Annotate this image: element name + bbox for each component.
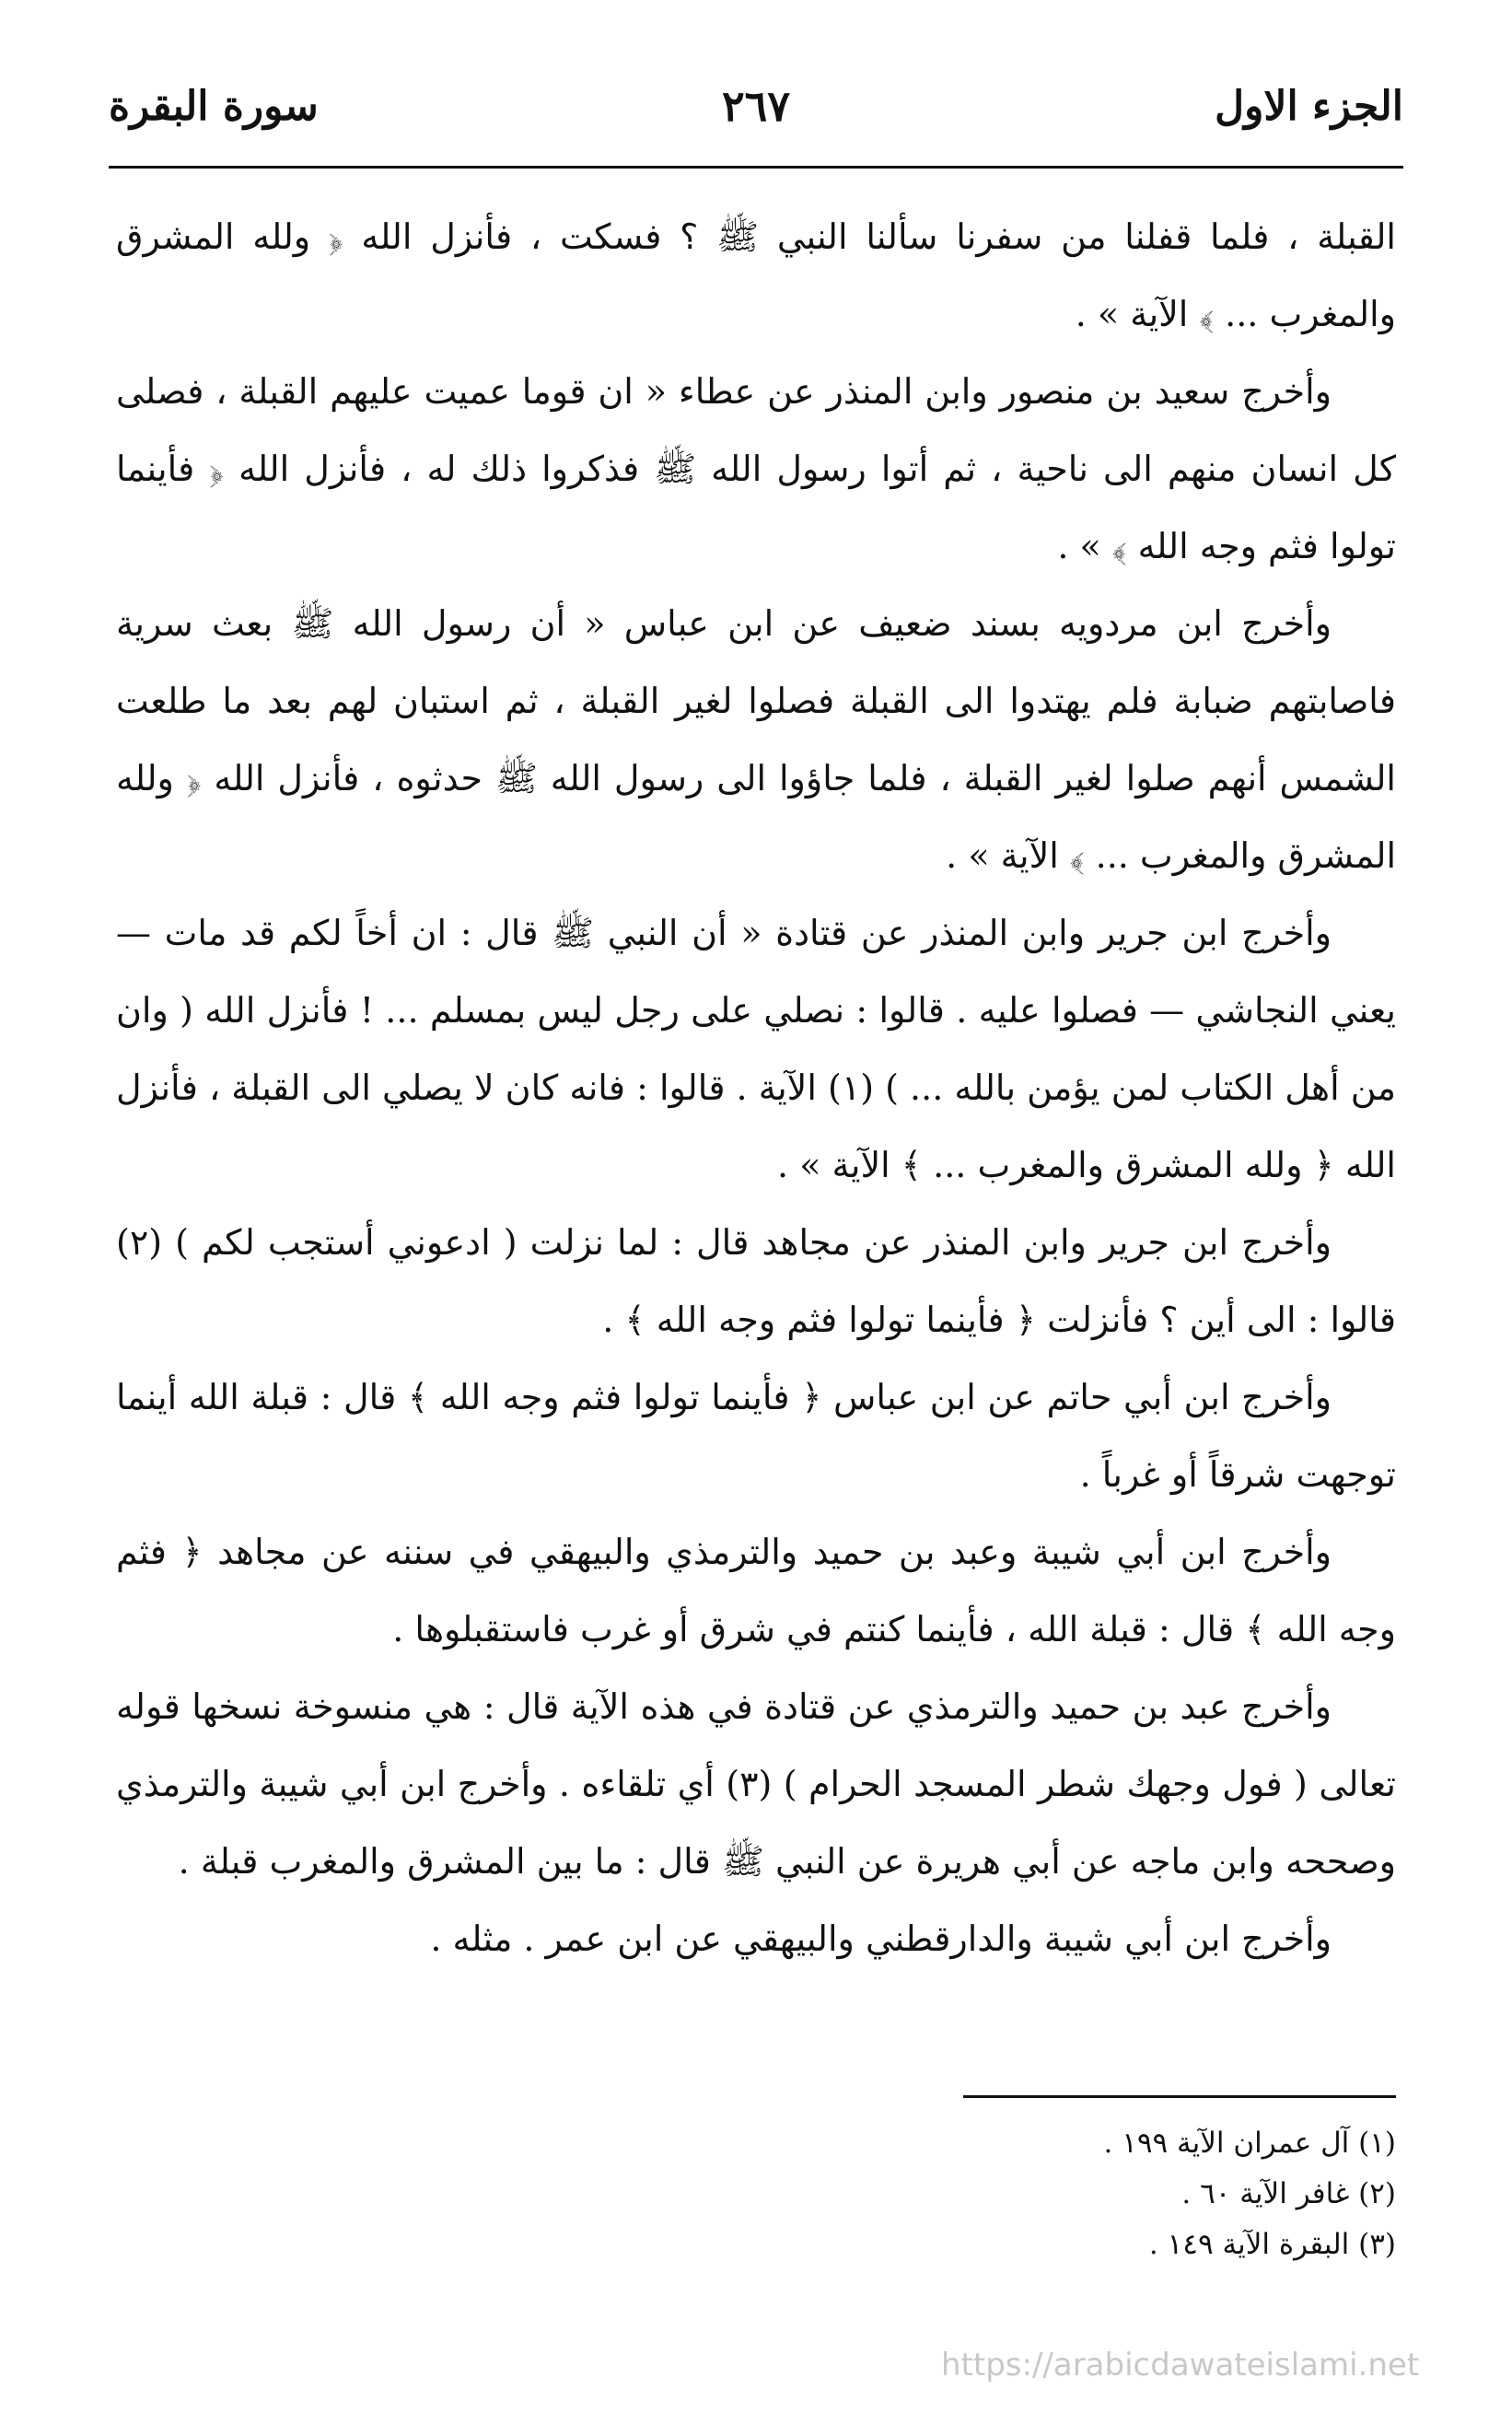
paragraph: وأخرج ابن أبي شيبة وعبد بن حميد والترمذي والبيهقي في سننه عن مجاهد ﴿ فثم وجه الله ﴾ قال : قبلة الله ، فأينما كنتم في شرق أو غرب فاستقبلوها .: [116, 1532, 1396, 1649]
paragraph: وأخرج ابن جرير وابن المنذر عن مجاهد قال : لما نزلت ( ادعوني أستجب لكم ) (٢) قالوا : الى أين ؟ فأنزلت ﴿ فأينما تولوا فثم وجه الله ﴾ .: [116, 1222, 1396, 1340]
paragraph: وأخرج ابن أبي حاتم عن ابن عباس ﴿ فأينما تولوا فثم وجه الله ﴾ قال : قبلة الله أينما توجهت شرقاً أو غرباً .: [116, 1377, 1396, 1495]
page-header: [109, 64, 1403, 147]
watermark-url: https://arabicdawateislami.net: [941, 2347, 1420, 2384]
footnotes: [116, 2118, 1396, 2270]
paragraph: وأخرج سعيد بن منصور وابن المنذر عن عطاء « ان قوما عميت عليهم القبلة ، فصلى كل انسان منهم الى ناحية ، ثم أتوا رسول الله ﷺ فذكروا ذلك له ، فأنزل الله ﴿ فأينما تولوا فثم وجه الله ﴾ » .: [116, 371, 1396, 566]
footnote: (١) آل عمران الآية ١٩٩ .: [1103, 2127, 1396, 2160]
surah-title: سورة البقرة: [109, 83, 319, 130]
paragraph: القبلة ، فلما قفلنا من سفرنا سألنا النبي ﷺ ؟ فسكت ، فأنزل الله ﴿ ولله المشرق والمغرب ... ﴾ الآية » .: [116, 216, 1396, 334]
footnote: (٣) البقرة الآية ١٤٩ .: [1148, 2228, 1396, 2261]
volume-label: الجزء الاول: [1215, 83, 1403, 130]
page-body: [116, 198, 1396, 1977]
footnote: (٢) غافر الآية ٦٠ .: [1181, 2177, 1396, 2210]
footnote-divider: [963, 2095, 1396, 2098]
paragraph: وأخرج ابن مردويه بسند ضعيف عن ابن عباس « أن رسول الله ﷺ بعث سرية فاصابتهم ضبابة فلم يهتدوا الى القبلة فصلوا لغير القبلة ، ثم استبان لهم بعد ما طلعت الشمس أنهم صلوا لغير القبلة ، فلما جاؤوا الى رسول الله ﷺ حدثوه ، فأنزل الله ﴿ ولله المشرق والمغرب ... ﴾ الآية » .: [116, 603, 1396, 876]
header-divider: [109, 166, 1403, 169]
paragraph: وأخرج ابن جرير وابن المنذر عن قتادة « أن النبي ﷺ قال : ان أخاً لكم قد مات — يعني النجاشي — فصلوا عليه . قالوا : نصلي على رجل ليس بمسلم ... ! فأنزل الله ( وان من أهل الكتاب لمن يؤمن بالله ... ) (١) الآية . قالوا : فانه كان لا يصلي الى القبلة ، فأنزل الله ﴿ ولله المشرق والمغرب ... ﴾ الآية » .: [115, 913, 1396, 1185]
page-number: ٢٦٧: [721, 81, 791, 131]
paragraph: وأخرج ابن أبي شيبة والدارقطني والبيهقي عن ابن عمر . مثله .: [430, 1918, 1332, 1959]
paragraph: وأخرج عبد بن حميد والترمذي عن قتادة في هذه الآية قال : هي منسوخة نسخها قوله تعالى ( فول وجهك شطر المسجد الحرام ) (٣) أي تلقاءه . وأخرج ابن أبي شيبة والترمذي وصححه وابن ماجه عن أبي هريرة عن النبي ﷺ قال : ما بين المشرق والمغرب قبلة .: [116, 1686, 1396, 1882]
